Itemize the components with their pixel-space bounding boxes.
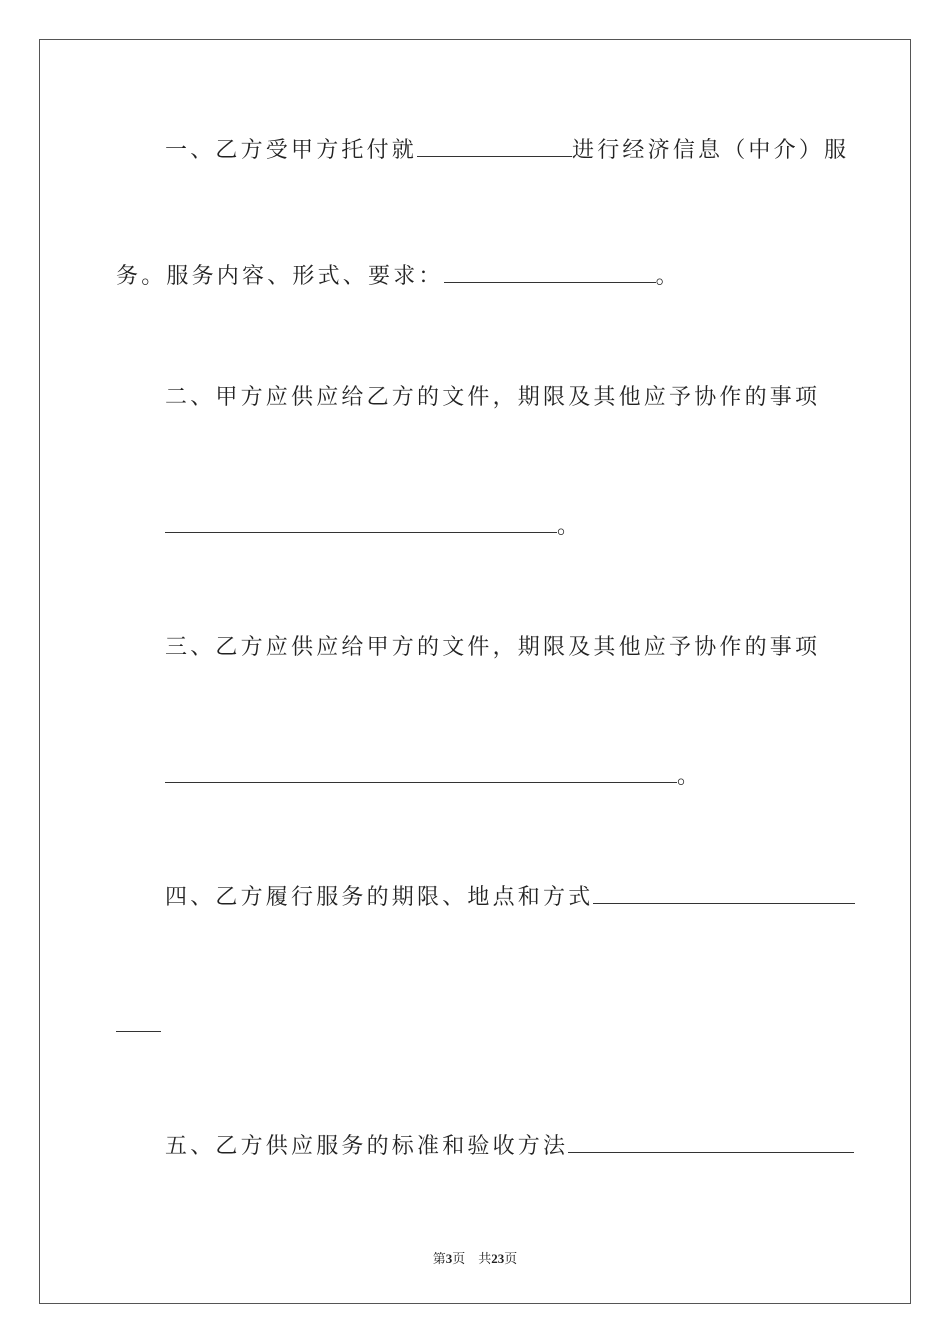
page-border [39, 39, 911, 1304]
paragraph-5 [165, 1132, 854, 1162]
total-pages: 23 [491, 1251, 505, 1266]
period: 。 [655, 264, 681, 289]
fill-in-blank[interactable] [165, 512, 557, 533]
paragraph-1-line-1 [165, 136, 849, 166]
paragraph-1-text-after: 进行经济信息（中介）服 [572, 138, 850, 163]
period: 。 [557, 514, 583, 539]
paragraph-3 [165, 633, 820, 663]
fill-in-blank[interactable] [444, 262, 656, 283]
paragraph-2-text: 二、甲方应供应给乙方的文件，期限及其他应予协作的事项 [165, 385, 821, 410]
total-suffix: 页 [504, 1251, 518, 1266]
paragraph-1-line-2 [116, 262, 681, 292]
total-prefix: 共 [478, 1251, 492, 1266]
fill-in-blank[interactable] [593, 883, 855, 904]
page-prefix: 第 [432, 1251, 446, 1266]
paragraph-1-text: 一、乙方受甲方托付就 [165, 138, 418, 163]
fill-in-blank[interactable] [116, 1011, 161, 1032]
paragraph-4-blank-continuation [116, 1011, 161, 1041]
paragraph-4 [165, 883, 855, 913]
fill-in-blank[interactable] [417, 136, 572, 157]
page-footer [0, 1248, 950, 1267]
fill-in-blank[interactable] [165, 762, 677, 783]
paragraph-4-text: 四、乙方履行服务的期限、地点和方式 [165, 885, 594, 910]
paragraph-3-text: 三、乙方应供应给甲方的文件，期限及其他应予协作的事项 [165, 635, 821, 660]
fill-in-blank[interactable] [568, 1132, 854, 1153]
paragraph-1-continuation: 务。服务内容、形式、要求： [116, 264, 444, 289]
page-number: 3 [445, 1251, 453, 1266]
paragraph-3-blank-line [165, 762, 702, 792]
period: 。 [677, 764, 703, 789]
paragraph-2 [165, 383, 820, 413]
page-suffix: 页 [452, 1251, 466, 1266]
paragraph-5-text: 五、乙方供应服务的标准和验收方法 [165, 1134, 569, 1159]
paragraph-2-blank-line [165, 512, 582, 542]
